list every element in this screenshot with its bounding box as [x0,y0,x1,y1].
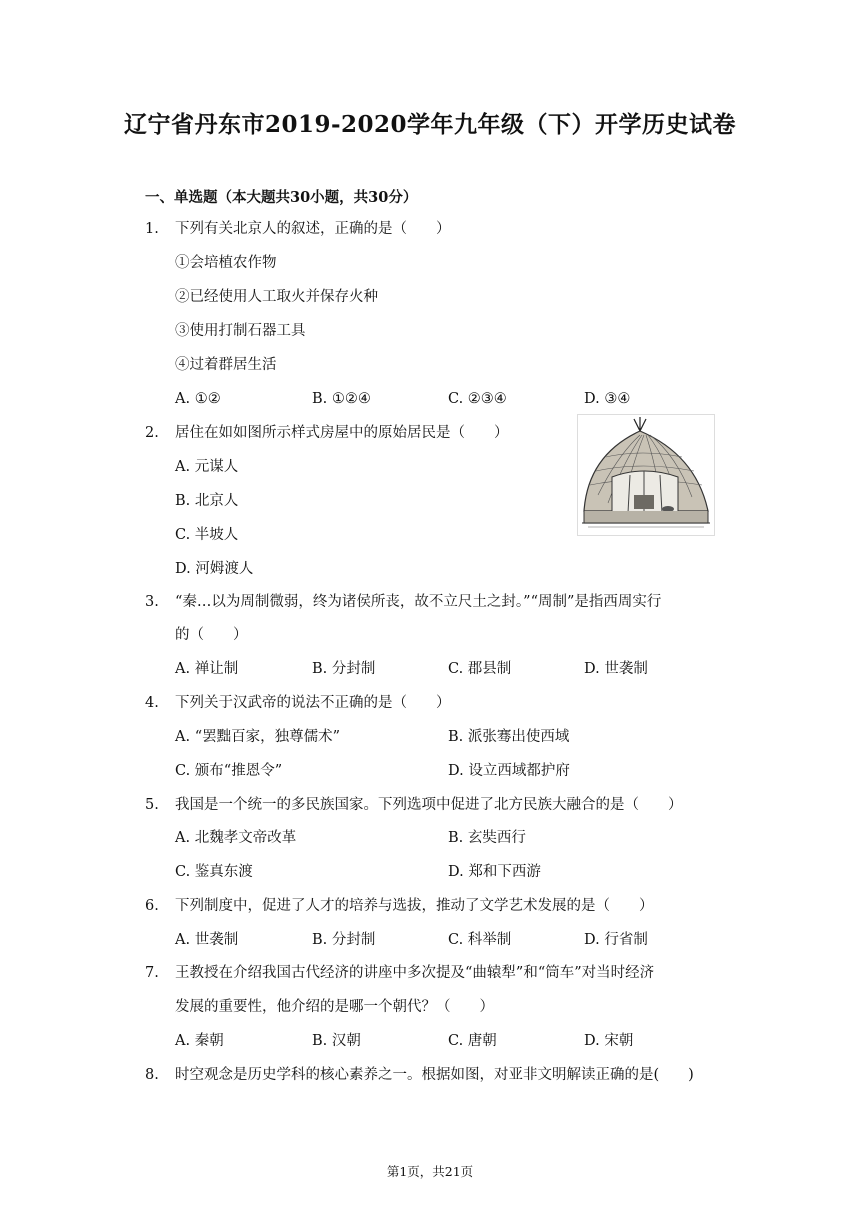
question-item: ④过着群居生活 [175,357,277,373]
answer-option: A. 禅让制 [175,661,239,677]
question-stem: “秦…以为周制微弱，终为诸侯所丧，故不立尺土之封。”“周制”是指西周实行 [175,594,662,610]
question-number: 6. [145,898,159,914]
answer-option: B. ①②④ [312,391,371,407]
answer-option: B. 汉朝 [312,1033,361,1049]
question-item: ①会培植农作物 [175,255,277,271]
answer-option: D. 世袭制 [584,661,648,677]
answer-option: D. 郑和下西游 [448,864,541,880]
answer-option: A. ①② [175,391,221,407]
answer-option: B. 玄奘西行 [448,830,526,846]
answer-option: C. 唐朝 [448,1033,497,1049]
answer-option: A. 世袭制 [175,932,239,948]
question-number: 4. [145,695,159,711]
answer-option: A. “罢黜百家，独尊儒术” [175,729,341,745]
answer-option: A. 北魏孝文帝改革 [175,830,297,846]
answer-option: D. 河姆渡人 [175,561,254,577]
answer-option: C. 郡县制 [448,661,512,677]
answer-option: D. 宋朝 [584,1033,634,1049]
page-title: 辽宁省丹东市2019-2020学年九年级（下）开学历史试卷 [123,111,737,138]
question-stem: 下列制度中，促进了人才的培养与选拔，推动了文学艺术发展的是（ ） [175,898,654,914]
question-number: 2. [145,425,159,441]
answer-option: C. 半坡人 [175,527,239,543]
question-item: ③使用打制石器工具 [175,323,306,339]
primitive-hut-image [577,414,715,536]
answer-option: D. 行省制 [584,932,648,948]
question-number: 5. [145,797,159,813]
question-stem: 下列有关北京人的叙述，正确的是（ ） [175,221,451,237]
question-item: ②已经使用人工取火并保存火种 [175,289,378,305]
answer-option: C. ②③④ [448,391,507,407]
answer-option: C. 鉴真东渡 [175,864,253,880]
answer-option: B. 北京人 [175,493,239,509]
answer-option: C. 科举制 [448,932,512,948]
page-footer: 第1页，共21页 [386,1164,474,1179]
answer-option: A. 秦朝 [175,1033,224,1049]
question-number: 1. [145,221,159,237]
question-stem: 我国是一个统一的多民族国家。下列选项中促进了北方民族大融合的是（ ） [175,797,683,813]
answer-option: A. 元谋人 [175,459,239,475]
question-number: 7. [145,965,159,981]
answer-option: C. 颁布“推恩令” [175,763,283,779]
answer-option: B. 分封制 [312,932,376,948]
answer-option: B. 派张骞出使西域 [448,729,570,745]
question-stem: 的（ ） [175,627,248,643]
question-stem: 时空观念是历史学科的核心素养之一。根据如图，对亚非文明解读正确的是( ) [175,1067,694,1083]
hut-illustration [578,415,714,535]
answer-option: D. ③④ [584,391,631,407]
question-stem: 下列关于汉武帝的说法不正确的是（ ） [175,695,451,711]
question-number: 3. [145,594,159,610]
question-number: 8. [145,1067,159,1083]
question-stem: 居住在如如图所示样式房屋中的原始居民是（ ） [175,425,509,441]
section-heading: 一、单选题（本大题共30小题，共30分） [145,189,418,206]
question-stem: 发展的重要性，他介绍的是哪一个朝代？（ ） [175,999,494,1015]
question-stem: 王教授在介绍我国古代经济的讲座中多次提及“曲辕犁”和“筒车”对当时经济 [175,965,655,981]
answer-option: D. 设立西域都护府 [448,763,570,779]
answer-option: B. 分封制 [312,661,376,677]
